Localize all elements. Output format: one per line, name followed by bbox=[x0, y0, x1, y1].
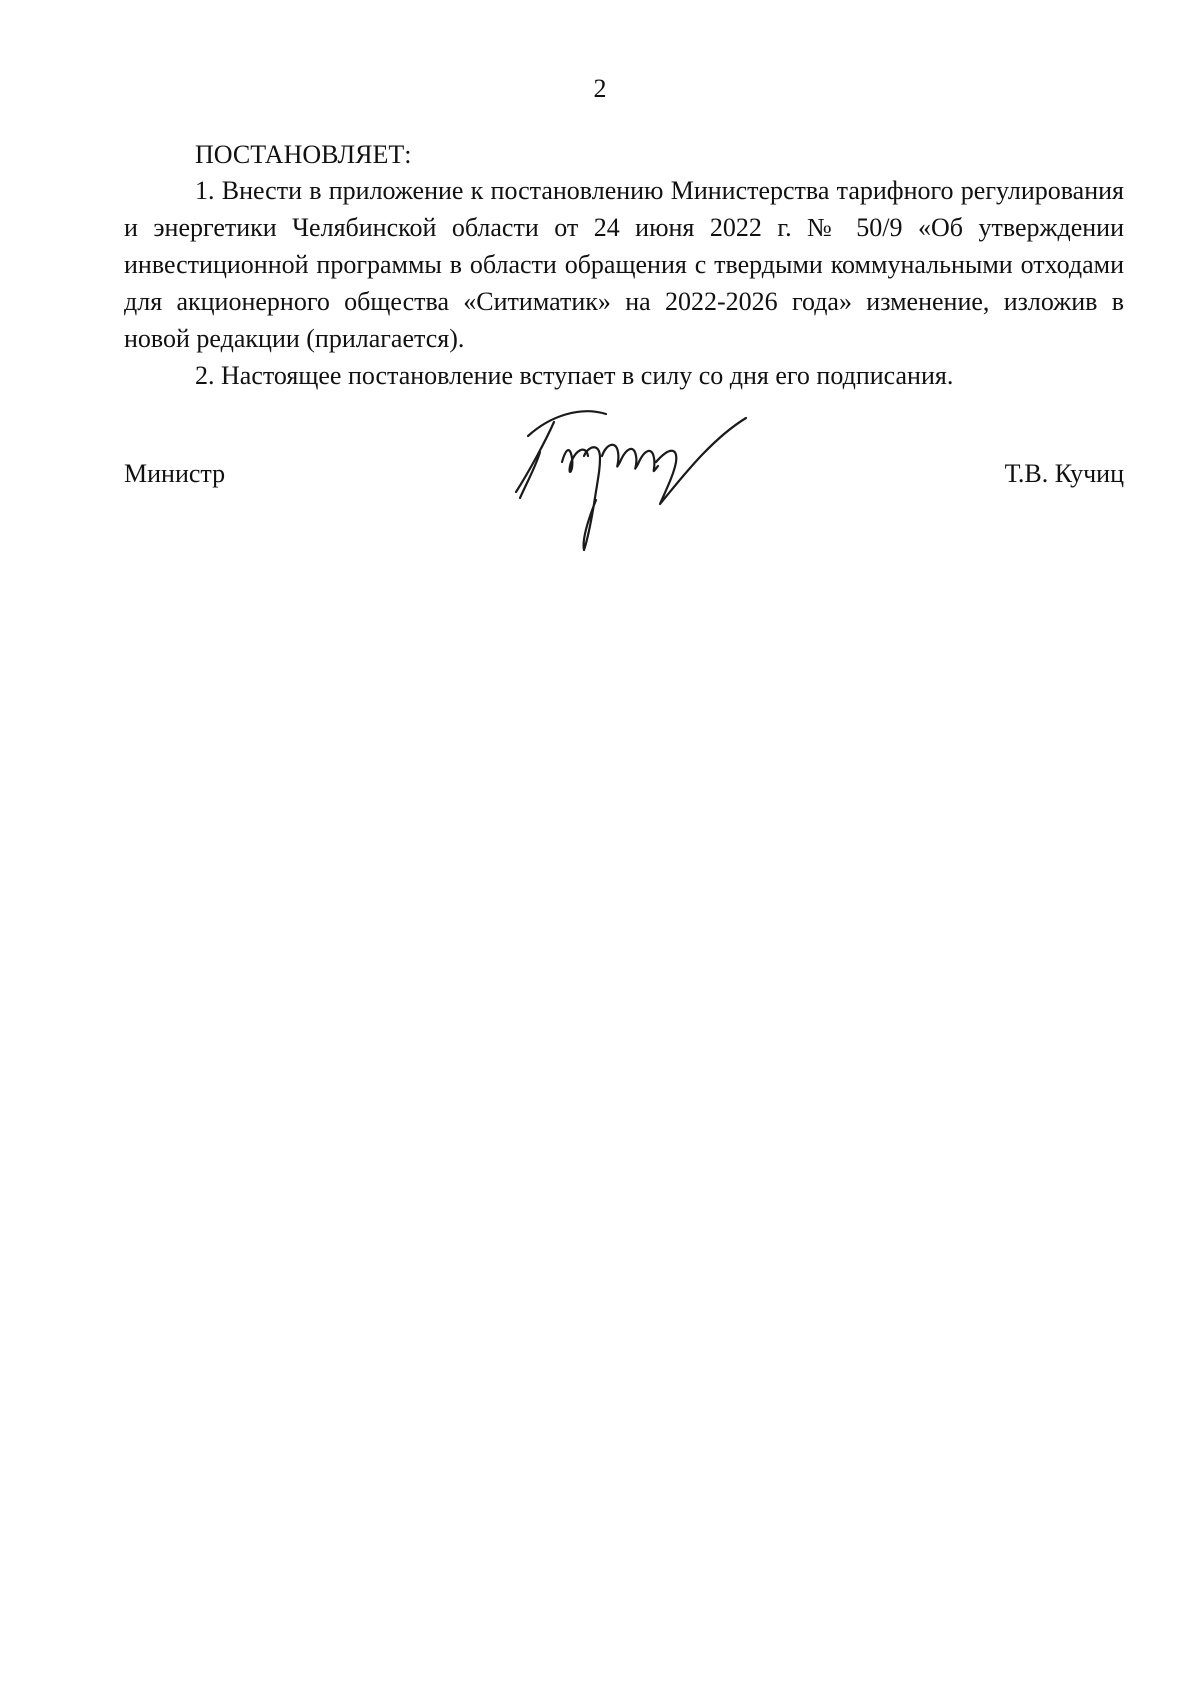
paragraph-1: 1. Внести в приложение к постановлению Министерства тарифного регулирования и энергетики Челябинской области от 24 июня 2022 г. № 50/9 «Об утверждении инвестиционной программы в области обращения с твердыми коммунальными отходами для акционерного общества «Ситиматик» на 2022-2026 года» изменение, изложив в новой редакции (прилагается). bbox=[124, 176, 1124, 353]
document-body bbox=[124, 138, 1124, 394]
page-number: 2 bbox=[593, 74, 607, 103]
paragraph-2: 2. Настоящее постановление вступает в силу со дня его подписания. bbox=[195, 361, 954, 390]
signatory-name: Т.В. Кучиц bbox=[1004, 459, 1124, 488]
handwritten-signature-icon bbox=[510, 400, 770, 560]
resolution-heading: ПОСТАНОВЛЯЕТ: bbox=[195, 140, 412, 169]
signatory-position: Министр bbox=[124, 459, 226, 488]
